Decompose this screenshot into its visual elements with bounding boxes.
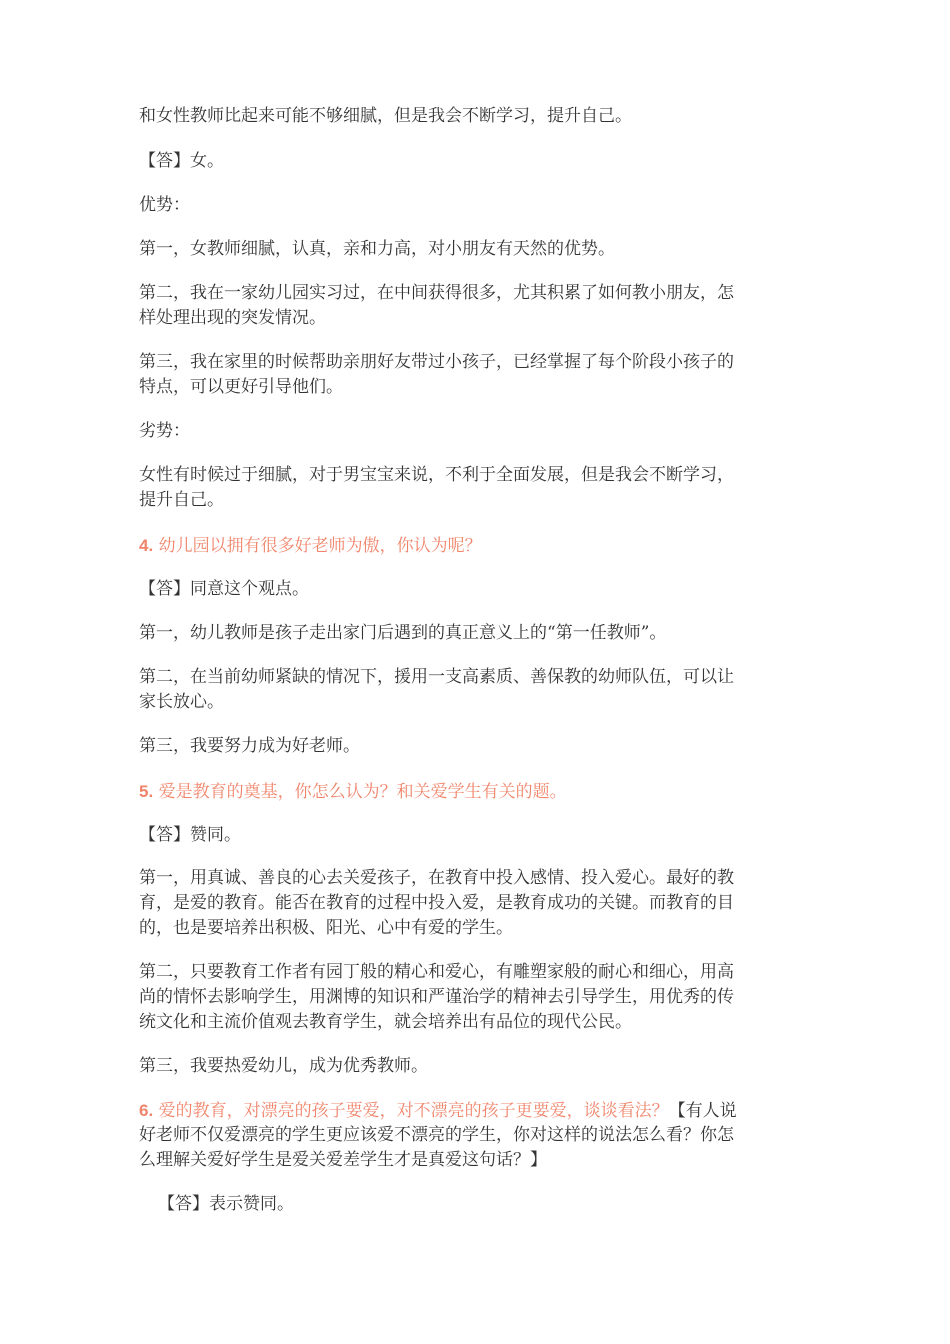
- answer-line: 【答】表示赞同。: [158, 1194, 294, 1214]
- question-number: 6.: [139, 1101, 154, 1120]
- paragraph-line: 和女性教师比起来可能不够细腻，但是我会不断学习，提升自己。: [139, 106, 632, 126]
- paragraph-line: 家长放心。: [139, 692, 224, 712]
- question-number: 4.: [139, 536, 154, 555]
- answer-line: 【答】同意这个观点。: [139, 579, 309, 599]
- paragraph-line: 育，是爱的教育。能否在教育的过程中投入爱，是教育成功的关键。而教育的目: [139, 893, 734, 913]
- question-number: 5.: [139, 782, 154, 801]
- paragraph-line: 好老师不仅爱漂亮的学生更应该爱不漂亮的学生，你对这样的说法怎么看？你怎: [139, 1125, 734, 1145]
- question-title-tail: 【有人说: [668, 1101, 737, 1121]
- paragraph-line: 的，也是要培养出积极、阳光、心中有爱的学生。: [139, 918, 513, 938]
- paragraph-line: 第三，我要热爱幼儿，成为优秀教师。: [139, 1056, 428, 1076]
- paragraph-line: 尚的情怀去影响学生，用渊博的知识和严谨治学的精神去引导学生，用优秀的传: [139, 987, 734, 1007]
- paragraph-line: 提升自己。: [139, 490, 224, 510]
- section-label-advantages: 优势：: [139, 195, 190, 215]
- paragraph-line: 么理解关爱好学生是爱关爱差学生才是真爱这句话？】: [139, 1150, 547, 1170]
- question-title: 幼儿园以拥有很多好老师为傲，你认为呢？: [158, 536, 482, 556]
- paragraph-line: 样处理出现的突发情况。: [139, 308, 326, 328]
- answer-line: 【答】女。: [139, 151, 224, 171]
- paragraph-line: 特点，可以更好引导他们。: [139, 377, 343, 397]
- paragraph-line: 第三，我要努力成为好老师。: [139, 736, 360, 756]
- question-4-heading: [139, 533, 819, 559]
- answer-line: 【答】赞同。: [139, 825, 241, 845]
- question-6-heading: [139, 1098, 819, 1124]
- paragraph-line: 第二，在当前幼师紧缺的情况下，援用一支高素质、善保教的幼师队伍，可以让: [139, 667, 734, 687]
- question-title: 爱的教育，对漂亮的孩子要爱，对不漂亮的孩子更要爱，谈谈看法？: [158, 1101, 669, 1121]
- paragraph-line: 第一，幼儿教师是孩子走出家门后遇到的真正意义上的“第一任教师”。: [139, 623, 667, 643]
- paragraph-line: 第二，只要教育工作者有园丁般的精心和爱心，有雕塑家般的耐心和细心，用高: [139, 962, 734, 982]
- question-5-heading: [139, 779, 819, 805]
- paragraph-line: 第一，女教师细腻，认真，亲和力高，对小朋友有天然的优势。: [139, 239, 615, 259]
- paragraph-line: 统文化和主流价值观去教育学生，就会培养出有品位的现代公民。: [139, 1012, 632, 1032]
- paragraph-line: 第一，用真诚、善良的心去关爱孩子，在教育中投入感情、投入爱心。最好的教: [139, 868, 734, 888]
- paragraph-line: 第三，我在家里的时候帮助亲朋好友带过小孩子，已经掌握了每个阶段小孩子的: [139, 352, 734, 372]
- paragraph-line: 女性有时候过于细腻，对于男宝宝来说，不利于全面发展，但是我会不断学习，: [139, 465, 734, 485]
- section-label-disadvantages: 劣势：: [139, 421, 190, 441]
- paragraph-line: 第二，我在一家幼儿园实习过，在中间获得很多，尤其积累了如何教小朋友，怎: [139, 283, 734, 303]
- question-title: 爱是教育的奠基，你怎么认为？和关爱学生有关的题。: [158, 782, 567, 802]
